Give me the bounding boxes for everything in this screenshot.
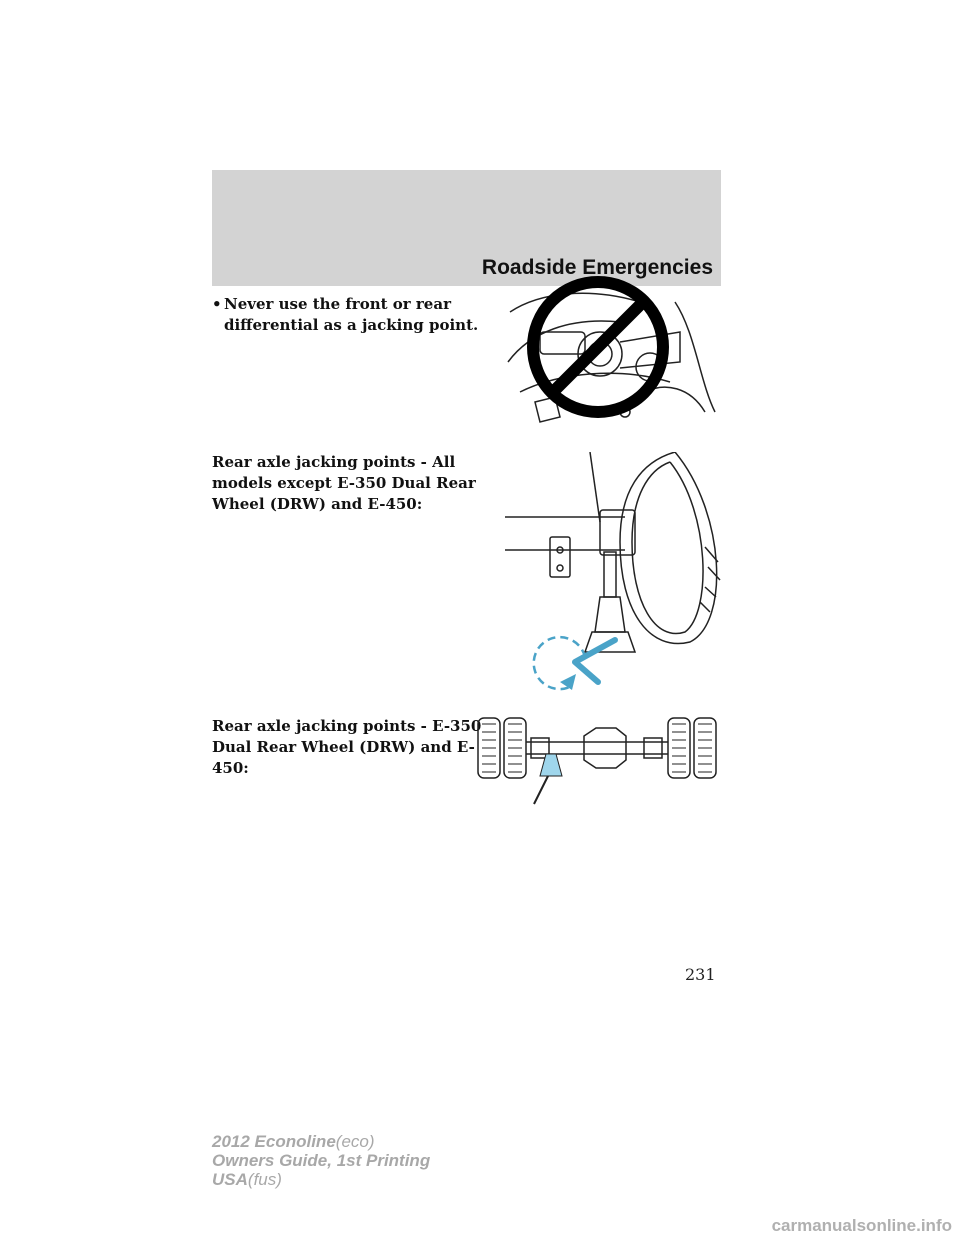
rear-axle-jack-illustration: [500, 452, 722, 702]
prohibition-icon: [533, 282, 663, 412]
drw-axle-illustration: [476, 714, 722, 814]
footer-model: 2012 Econoline: [212, 1132, 336, 1151]
rear-axle-standard-paragraph: Rear axle jacking points - All models except E-350 Dual Rear Wheel (DRW) and E-450:: [212, 453, 476, 513]
page-number: 231: [685, 965, 716, 984]
bullet-paragraph: [212, 294, 492, 336]
rear-axle-drw-paragraph: Rear axle jacking points - E-350 Dual Rear Wheel (DRW) and E-450:: [212, 717, 482, 777]
footer-region-code: (fus): [247, 1170, 282, 1189]
footer-imprint: [212, 1132, 430, 1189]
section-header-band: [212, 170, 721, 286]
footer-region: USA: [212, 1170, 248, 1189]
section-title: Roadside Emergencies: [481, 256, 713, 279]
watermark: carmanualsonline.info: [771, 1216, 952, 1235]
differential-prohibited-illustration: [500, 272, 722, 442]
warning-text: Never use the front or rear differential as a jacking point.: [224, 295, 479, 334]
footer-model-code: (eco): [335, 1132, 375, 1151]
bullet-glyph: •: [212, 295, 222, 313]
footer-guide: Owners Guide, 1st Printing: [212, 1151, 431, 1170]
